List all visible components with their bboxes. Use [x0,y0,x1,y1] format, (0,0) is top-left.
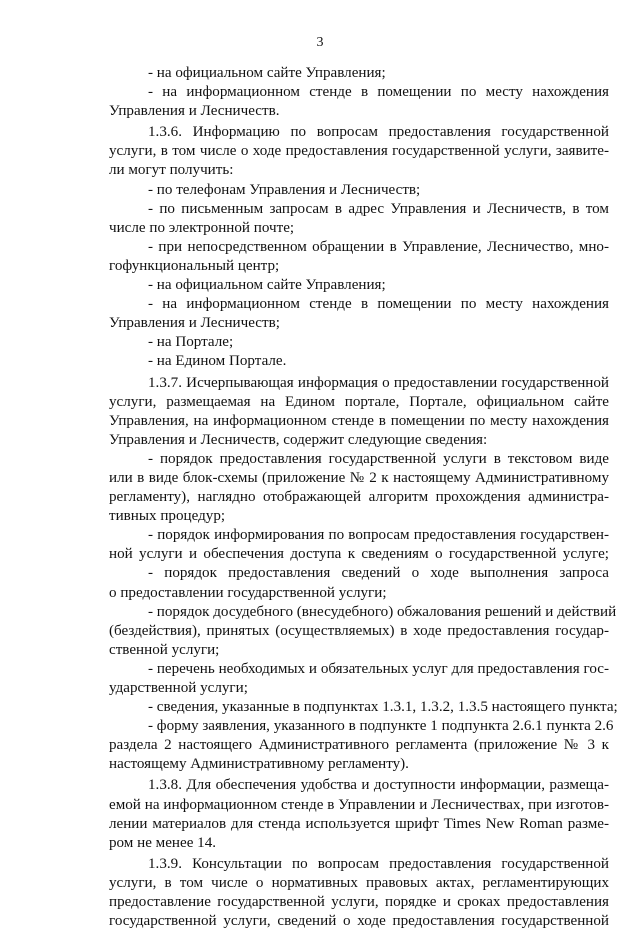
text-line: (бездействия), принятых (осуществляемых) в ходе предоставления государ- [109,622,609,639]
text-line: - на информационном стенде в помещении по месту нахождения [148,296,609,313]
text-line: услуги, в том числе о ходе предоставления государственной услуги, заявите- [109,143,609,160]
text-line: числе по электронной почте; [109,219,295,236]
text-line: - на Едином Портале. [148,353,287,370]
text-line: 1.3.9. Консультации по вопросам предоставления государственной [148,855,609,872]
document-body [109,64,618,931]
text-line: или в виде блок-схемы (приложение № 2 к настоящему Административному [109,469,609,486]
text-line: - на официальном сайте Управления; [148,65,386,81]
text-line: тивных процедур; [109,508,226,525]
text-line: - порядок информирования по вопросам предоставления государствен- [148,527,609,544]
text-line: ной услуги и обеспечения доступа к сведениям о государственной услуге; [109,546,609,563]
text-line: - по письменным запросам в адрес Управления и Лесничеств, в том [148,200,609,217]
text-line: Управления и Лесничеств; [109,315,280,332]
text-line: государственной услуги, сведений о ходе предоставления государственной [109,913,609,930]
text-line: настоящему Административному регламенту). [109,756,409,773]
text-line: - форму заявления, указанного в подпункте 1 подпункта 2.6.1 пункта 2.6 [148,718,614,735]
text-line: - на Портале; [148,334,234,351]
text-line: - перечень необходимых и обязательных услуг для предоставления гос- [148,660,609,677]
text-line: - на информационном стенде в помещении по месту нахождения [148,84,609,101]
text-line: - по телефонам Управления и Лесничеств; [148,181,421,198]
text-line: - на официальном сайте Управления; [148,277,386,294]
text-line: ударственной услуги; [109,680,248,696]
text-line: раздела 2 настоящего Административного регламента (приложение № 3 к [109,737,609,754]
text-line: Управления и Лесничеств. [109,103,280,120]
text-line: гофункциональный центр; [109,257,280,274]
text-line: ром не менее 14. [109,834,217,851]
page-number: 3 [316,35,324,50]
text-line: 1.3.6. Информацию по вопросам предоставления государственной [148,124,609,141]
text-line: - порядок предоставления сведений о ходе выполнения запроса [148,565,609,582]
text-line: Управления, на информационном стенде в помещении по месту нахождения [109,412,609,429]
text-line: 1.3.8. Для обеспечения удобства и доступности информации, размеща- [148,777,609,794]
text-line: услуги, размещаемая на Едином портале, Портале, официальном сайте [109,393,609,410]
text-line: лении материалов для стенда используется шрифт Times New Roman разме- [109,815,609,832]
text-line: - порядок предоставления государственной услуги в текстовом виде [148,450,609,467]
text-line: о предоставлении государственной услуги; [109,584,387,601]
text-line: предоставление государственной услуги, порядке и сроках предоставления [109,894,609,911]
text-line: Управления и Лесничеств, содержит следующие сведения: [109,431,488,448]
text-line: - сведения, указанные в подпунктах 1.3.1, 1.3.2, 1.3.5 настоящего пункта; [148,699,618,716]
text-line: ственной услуги; [109,641,220,658]
text-line: услуги, в том числе о нормативных правовых актах, регламентирующих [109,874,609,891]
text-line: ли могут получить: [109,162,234,179]
text-line: регламенту), наглядно отображающей алгоритм прохождения администра- [109,489,609,506]
text-line: - при непосредственном обращении в Управление, Лесничество, мно- [148,238,609,255]
text-line: емой на информационном стенде в Управлении и Лесничествах, при изготов- [109,796,609,813]
text-line: - порядок досудебного (внесудебного) обжалования решений и действий [148,603,617,620]
text-line: 1.3.7. Исчерпывающая информация о предоставлении государственной [148,374,609,391]
